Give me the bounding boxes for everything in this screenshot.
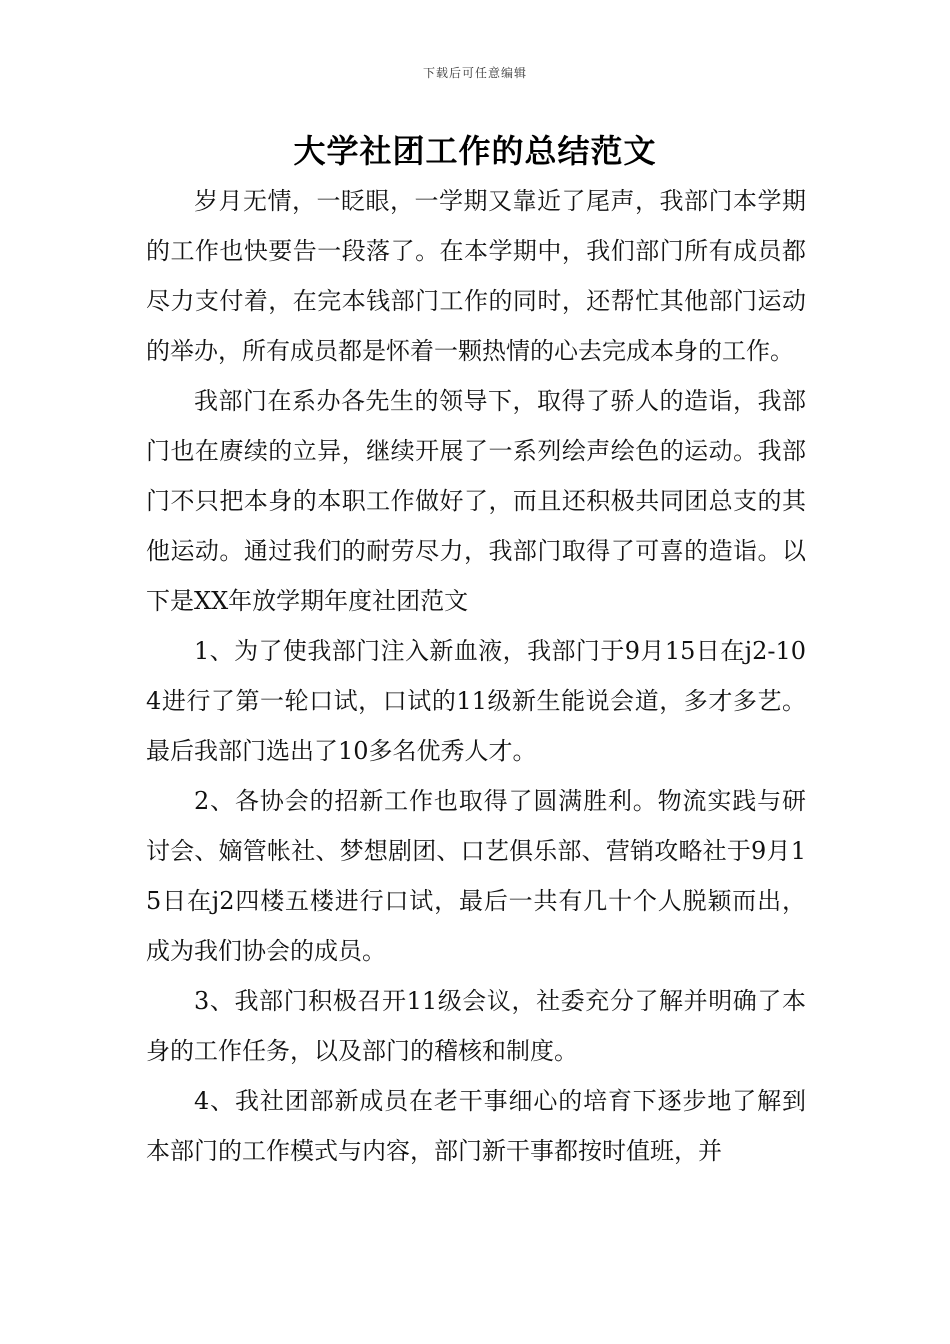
document-title: 大学社团工作的总结范文 xyxy=(293,132,657,170)
paragraph: 3、我部门积极召开11级会议，社委充分了解并明确了本身的工作任务，以及部门的稽核和制度。 xyxy=(146,987,806,1065)
header-note: 下载后可任意编辑 xyxy=(422,66,527,80)
paragraph: 1、为了使我部门注入新血液，我部门于9月15日在j2-104进行了第一轮口试，口试的11级新生能说会道，多才多艺。最后我部门选出了10多名优秀人才。 xyxy=(146,637,806,765)
paragraph: 4、我社团部新成员在老干事细心的培育下逐步地了解到本部门的工作模式与内容，部门新干事都按时值班，并 xyxy=(146,1087,806,1165)
paragraph: 岁月无情，一眨眼，一学期又靠近了尾声，我部门本学期的工作也快要告一段落了。在本学期中，我们部门所有成员都尽力支付着，在完本钱部门工作的同时，还帮忙其他部门运动的举办，所有成员都是怀着一颗热情的心去完成本身的工作。 xyxy=(146,187,806,365)
paragraph: 2、各协会的招新工作也取得了圆满胜利。物流实践与研讨会、嫡管帐社、梦想剧团、口艺俱乐部、营销攻略社于9月15日在j2四楼五楼进行口试，最后一共有几十个人脱颖而出，成为我们协会的成员。 xyxy=(146,787,806,965)
document-body xyxy=(146,176,806,1176)
paragraph: 我部门在系办各先生的领导下，取得了骄人的造诣，我部门也在赓续的立异，继续开展了一系列绘声绘色的运动。我部门不只把本身的本职工作做好了，而且还积极共同团总支的其他运动。通过我们的耐劳尽力，我部门取得了可喜的造诣。以下是XX年放学期年度社团范文 xyxy=(146,387,806,615)
